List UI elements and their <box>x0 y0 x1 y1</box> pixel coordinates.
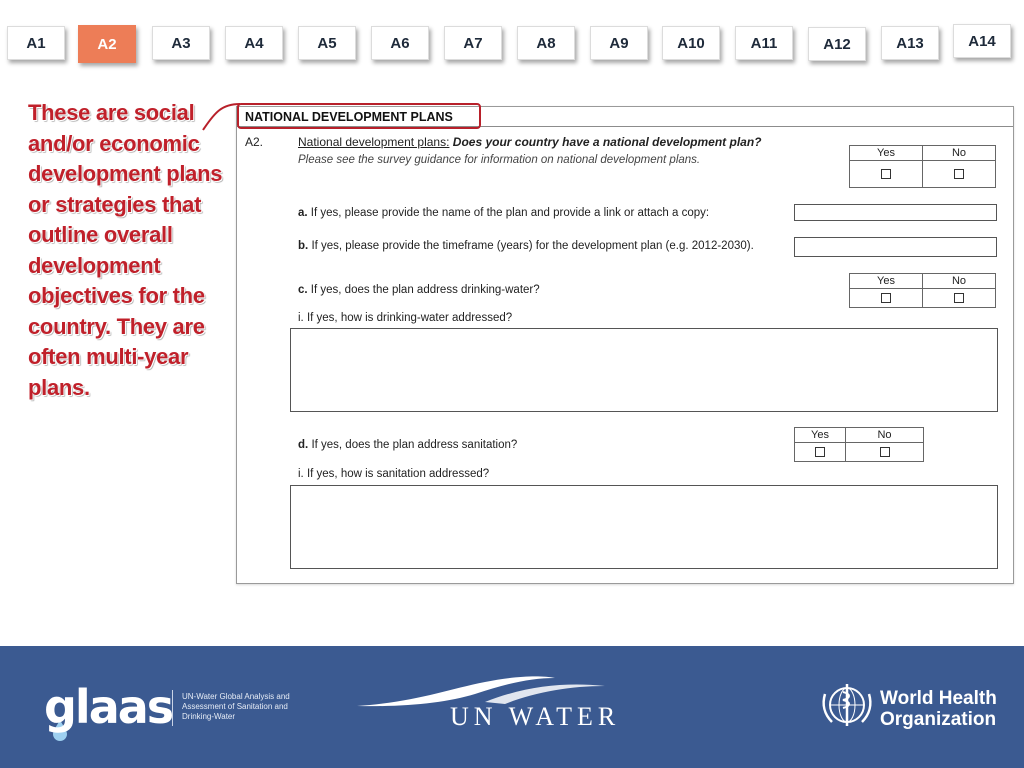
yes-header: Yes <box>850 146 923 161</box>
tab-a12[interactable]: A12 <box>808 27 866 61</box>
sub-question-d <box>298 439 517 451</box>
logo-divider <box>172 690 173 726</box>
checkbox-icon[interactable] <box>881 169 891 179</box>
plan-name-input[interactable] <box>794 204 997 221</box>
tab-a1[interactable]: A1 <box>7 26 65 60</box>
sub-question-c-i: i. If yes, how is drinking-water addressed? <box>298 312 513 324</box>
sub-d-letter: d. <box>298 439 309 451</box>
tab-a11[interactable]: A11 <box>735 26 793 60</box>
tab-a6[interactable]: A6 <box>371 26 429 60</box>
tab-a7[interactable]: A7 <box>444 26 502 60</box>
sub-c-text: If yes, does the plan address drinking-water? <box>310 284 540 296</box>
survey-form <box>236 106 1014 584</box>
sub-question-b <box>298 240 754 252</box>
tab-a2[interactable]: A2 <box>78 25 136 63</box>
sub-a-text: If yes, please provide the name of the plan and provide a link or attach a copy: <box>310 207 710 219</box>
timeframe-input[interactable] <box>794 237 997 257</box>
annotation-note: These are social and/or economic development plans or strategies that outline overall development objectives for the country. They are often multi-year plans. <box>28 100 223 400</box>
yes-no-table-c <box>849 273 996 308</box>
unwater-logo: UN WATER <box>450 702 621 731</box>
sub-d-text: If yes, does the plan address sanitation? <box>311 439 518 451</box>
no-header: No <box>846 428 924 443</box>
sub-c-letter: c. <box>298 284 308 296</box>
checkbox-icon[interactable] <box>954 169 964 179</box>
question-lead: National development plans: <box>298 135 450 149</box>
sub-question-c <box>298 284 540 296</box>
glaas-subtitle: UN-Water Global Analysis and Assessment of Sanitation and Drinking-Water <box>182 692 290 721</box>
question-hint: Please see the survey guidance for information on national development plans. <box>298 154 701 166</box>
tab-a8[interactable]: A8 <box>517 26 575 60</box>
checkbox-icon[interactable] <box>954 293 964 303</box>
tab-a13[interactable]: A13 <box>881 26 939 60</box>
question-text <box>298 135 762 149</box>
who-line1: World Health <box>880 688 997 709</box>
yes-no-table-main <box>849 145 996 188</box>
tab-a14[interactable]: A14 <box>953 24 1011 58</box>
checkbox-icon[interactable] <box>815 447 825 457</box>
no-header: No <box>923 146 996 161</box>
section-title-highlight <box>237 103 481 129</box>
tab-a10[interactable]: A10 <box>662 26 720 60</box>
sub-question-a <box>298 207 709 219</box>
drinking-water-textarea[interactable] <box>290 328 998 412</box>
who-line2: Organization <box>880 709 997 730</box>
tab-a5[interactable]: A5 <box>298 26 356 60</box>
who-emblem-icon <box>820 680 874 730</box>
sub-question-d-i: i. If yes, how is sanitation addressed? <box>298 468 490 480</box>
tab-a3[interactable]: A3 <box>152 26 210 60</box>
tab-a9[interactable]: A9 <box>590 26 648 60</box>
no-header: No <box>923 274 996 289</box>
sub-b-letter: b. <box>298 240 309 252</box>
glaas-logo: glaas <box>44 680 173 734</box>
sub-a-letter: a. <box>298 207 308 219</box>
question-main: Does your country have a national development plan? <box>452 135 762 149</box>
section-title: NATIONAL DEVELOPMENT PLANS <box>237 107 1013 127</box>
who-logo-text <box>880 688 997 730</box>
checkbox-icon[interactable] <box>881 293 891 303</box>
sub-b-text: If yes, please provide the timeframe (years) for the development plan (e.g. 2012-2030). <box>311 240 754 252</box>
yes-header: Yes <box>795 428 846 443</box>
tab-a4[interactable]: A4 <box>225 26 283 60</box>
question-number: A2. <box>245 135 264 149</box>
checkbox-icon[interactable] <box>880 447 890 457</box>
sanitation-textarea[interactable] <box>290 485 998 569</box>
yes-no-table-d <box>794 427 924 462</box>
yes-header: Yes <box>850 274 923 289</box>
